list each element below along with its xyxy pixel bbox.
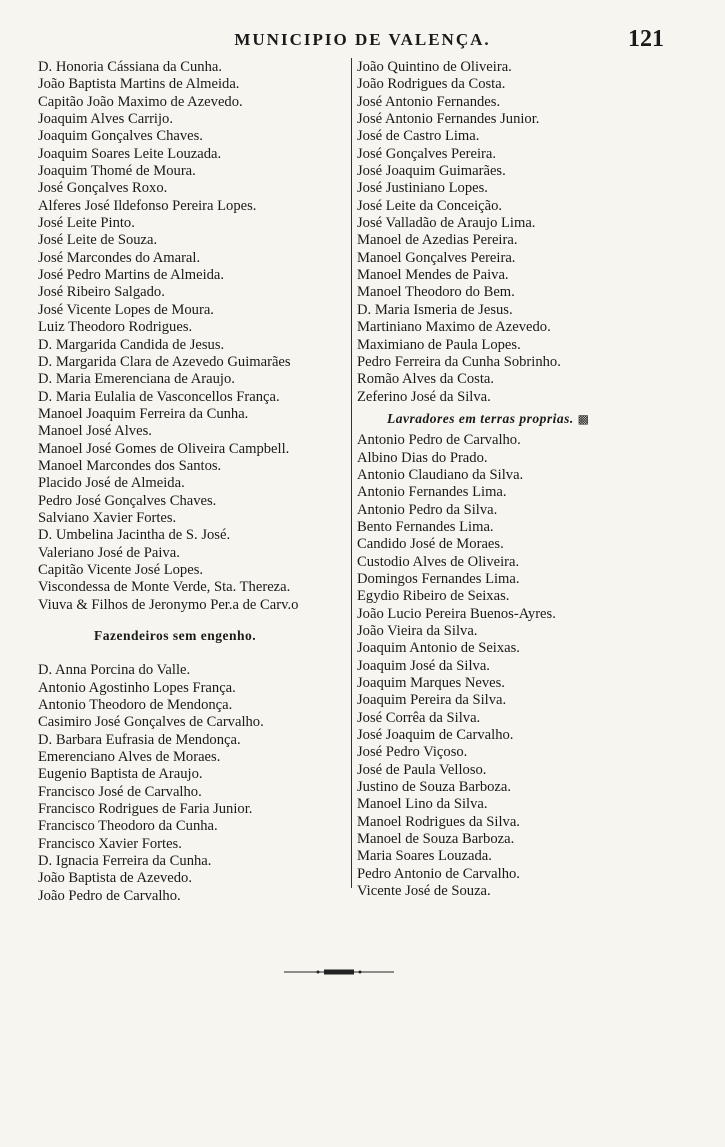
list-item: D. Maria Ismeria de Jesus.	[357, 301, 513, 318]
list-item: Placido José de Almeida.	[38, 475, 185, 492]
list-item: Manoel Joaquim Ferreira da Cunha.	[38, 405, 249, 422]
list-item: D. Margarida Candida de Jesus.	[38, 336, 225, 353]
list-item: Pedro José Gonçalves Chaves.	[38, 492, 217, 509]
list-item: Manoel Theodoro do Bem.	[357, 284, 515, 301]
list-item: João Baptista de Azevedo.	[38, 870, 193, 887]
list-item: José Pedro Viçoso.	[357, 744, 468, 761]
list-item: José Ribeiro Salgado.	[38, 284, 165, 301]
list-item: José Leite da Conceição.	[357, 197, 503, 214]
list-item: D. Umbelina Jacintha de S. José.	[38, 527, 231, 544]
list-item: José Vicente Lopes de Moura.	[38, 301, 214, 318]
right-column	[357, 59, 677, 901]
list-item: D. Maria Emerenciana de Araujo.	[38, 371, 235, 388]
list-item: Viuva & Filhos de Jeronymo Per.a de Carv.o	[38, 596, 299, 613]
list-item: Manoel Rodrigues da Silva.	[357, 813, 520, 830]
list-item: Antonio Fernandes Lima.	[357, 484, 507, 501]
list-item: Maximiano de Paula Lopes.	[357, 336, 521, 353]
list-item: Valeriano José de Paiva.	[38, 544, 180, 561]
list-item: Albino Dias do Prado.	[357, 449, 488, 466]
list-item: Antonio Agostinho Lopes França.	[38, 679, 236, 696]
list-item: Eugenio Baptista de Araujo.	[38, 766, 203, 783]
page-number: 121	[628, 26, 664, 52]
list-item: João Rodrigues da Costa.	[357, 76, 506, 93]
right-entries-list	[357, 59, 677, 406]
list-item: Francisco Rodrigues de Faria Junior.	[38, 801, 253, 818]
list-item: Manoel de Souza Barboza.	[357, 831, 515, 848]
list-item: José Joaquim de Carvalho.	[357, 727, 514, 744]
list-item: Joaquim Pereira da Silva.	[357, 692, 507, 709]
list-item: José Corrêa da Silva.	[357, 709, 481, 726]
list-item: Custodio Alves de Oliveira.	[357, 553, 520, 570]
printers-mark-icon: ▩	[577, 411, 590, 426]
list-item: José Justiniano Lopes.	[357, 180, 488, 197]
list-item: José Leite de Souza.	[38, 232, 158, 249]
left-column	[38, 59, 350, 905]
list-item: Romão Alves da Costa.	[357, 371, 495, 388]
list-item: Joaquim Thomé de Moura.	[38, 163, 196, 180]
list-item: Manoel de Azedias Pereira.	[357, 232, 518, 249]
list-item: Joaquim Alves Carrijo.	[38, 111, 173, 128]
left-entries-list	[38, 59, 350, 614]
list-item: José de Paula Velloso.	[357, 761, 487, 778]
list-item: João Baptista Martins de Almeida.	[38, 76, 240, 93]
list-item: Francisco José de Carvalho.	[38, 783, 202, 800]
list-item: Zeferino José da Silva.	[357, 388, 491, 405]
list-item: José Leite Pinto.	[38, 215, 135, 232]
list-item: Luiz Theodoro Rodrigues.	[38, 319, 193, 336]
list-item: José Joaquim Guimarães.	[357, 163, 506, 180]
list-item: Capitão Vicente José Lopes.	[38, 561, 204, 578]
list-item: Francisco Theodoro da Cunha.	[38, 818, 218, 835]
list-item: João Quintino de Oliveira.	[357, 59, 512, 75]
list-item: Casimiro José Gonçalves de Carvalho.	[38, 714, 264, 731]
list-item: Joaquim Antonio de Seixas.	[357, 640, 520, 657]
list-item: D. Honoria Cássiana da Cunha.	[38, 59, 223, 75]
fazendeiros-list	[38, 662, 350, 905]
ornament-divider-icon	[284, 968, 394, 976]
list-item: Pedro Ferreira da Cunha Sobrinho.	[357, 353, 561, 370]
list-item: José Pedro Martins de Almeida.	[38, 267, 225, 284]
list-item: Joaquim José da Silva.	[357, 657, 490, 674]
list-item: José Antonio Fernandes.	[357, 93, 501, 110]
list-item: Manoel Mendes de Paiva.	[357, 267, 509, 284]
list-item: Emerenciano Alves de Moraes.	[38, 749, 221, 766]
list-item: Manoel Gonçalves Pereira.	[357, 249, 516, 266]
list-item: Joaquim Marques Neves.	[357, 675, 505, 692]
list-item: João Pedro de Carvalho.	[38, 887, 181, 904]
list-item: Maria Soares Louzada.	[357, 848, 492, 865]
list-item: Joaquim Soares Leite Louzada.	[38, 145, 222, 162]
list-item: Manoel José Gomes de Oliveira Campbell.	[38, 440, 290, 457]
section-heading-lavradores-text: Lavradores em terras proprias.	[387, 410, 574, 426]
list-item: Francisco Xavier Fortes.	[38, 835, 182, 852]
lavradores-list	[357, 432, 677, 900]
list-item: Salviano Xavier Fortes.	[38, 509, 177, 526]
page-header-title: MUNICIPIO DE VALENÇA.	[234, 30, 491, 49]
list-item: Vicente José de Souza.	[357, 883, 491, 900]
list-item: José Marcondes do Amaral.	[38, 249, 201, 266]
list-item: D. Margarida Clara de Azevedo Guimarães	[38, 353, 291, 370]
list-item: Domingos Fernandes Lima.	[357, 570, 520, 587]
list-item: D. Barbara Eufrasia de Mendonça.	[38, 731, 241, 748]
list-item: Capitão João Maximo de Azevedo.	[38, 93, 243, 110]
list-item: Candido José de Moraes.	[357, 536, 504, 553]
list-item: José de Castro Lima.	[357, 128, 480, 145]
list-item: Viscondessa de Monte Verde, Sta. Thereza.	[38, 579, 291, 596]
list-item: José Gonçalves Pereira.	[357, 145, 496, 162]
list-item: Antonio Theodoro de Mendonça.	[38, 697, 233, 714]
column-divider	[351, 58, 352, 888]
list-item: Manoel Marcondes dos Santos.	[38, 457, 222, 474]
list-item: Justino de Souza Barboza.	[357, 779, 512, 796]
list-item: João Vieira da Silva.	[357, 623, 478, 639]
list-item: Pedro Antonio de Carvalho.	[357, 865, 520, 882]
list-item: Antonio Pedro da Silva.	[357, 501, 498, 518]
list-item: João Lucio Pereira Buenos-Ayres.	[357, 605, 556, 622]
section-heading-fazendeiros: Fazendeiros sem engenho.	[94, 628, 257, 643]
list-item: Manoel José Alves.	[38, 423, 152, 440]
list-item: D. Anna Porcina do Valle.	[38, 662, 191, 679]
list-item: Alferes José Ildefonso Pereira Lopes.	[38, 197, 257, 214]
list-item: Manoel Lino da Silva.	[357, 796, 488, 813]
list-item: José Valladão de Araujo Lima.	[357, 215, 536, 232]
list-item: D. Ignacia Ferreira da Cunha.	[38, 853, 212, 870]
list-item: Martiniano Maximo de Azevedo.	[357, 319, 551, 336]
list-item: José Gonçalves Roxo.	[38, 180, 168, 197]
list-item: Egydio Ribeiro de Seixas.	[357, 588, 510, 605]
list-item: Antonio Pedro de Carvalho.	[357, 432, 521, 449]
list-item: José Antonio Fernandes Junior.	[357, 111, 540, 128]
list-item: Bento Fernandes Lima.	[357, 518, 494, 535]
section-heading-lavradores	[387, 410, 677, 428]
list-item: D. Maria Eulalia de Vasconcellos França.	[38, 388, 280, 405]
list-item: Antonio Claudiano da Silva.	[357, 466, 524, 483]
list-item: Joaquim Gonçalves Chaves.	[38, 128, 203, 145]
